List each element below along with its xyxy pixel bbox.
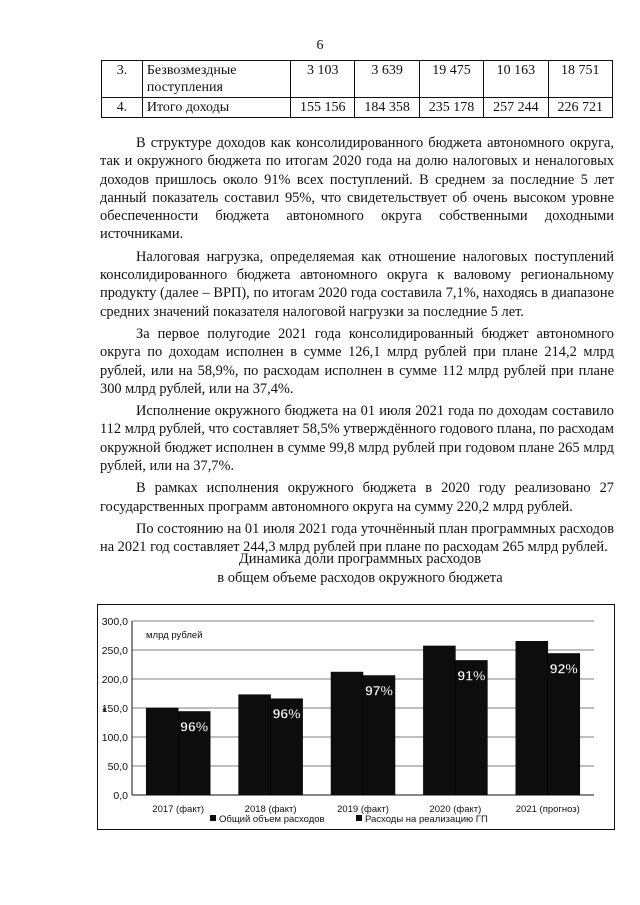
y-tick-label: 250,0 — [101, 645, 128, 657]
table-row — [102, 61, 613, 98]
table-cell: 184 358 — [355, 98, 419, 118]
table-cell: 18 751 — [548, 61, 612, 98]
bar — [516, 641, 548, 795]
chart-title-line: Динамика доли программных расходов — [238, 551, 482, 567]
paragraph: По состоянию на 01 июля 2021 года уточнённый план программных расходов на 2021 год составляет 244,3 млрд рублей при плане по расходам 265 млрд рублей. — [100, 520, 614, 556]
paragraph: Исполнение окружного бюджета на 01 июля 2021 года по доходам составило 112 млрд рублей, что составляет 58,5% утверждённого годового плана, по расходам окружной бюджет исполнен в сумме 99,8 млрд рублей при годовом плане 265 млрд рублей, или на 37,7%. — [100, 403, 614, 475]
chart-title-line: в общем объеме расходов окружного бюджета — [217, 570, 503, 586]
y-tick-label: 150,0 — [101, 703, 128, 715]
row-label: Итого доходы — [142, 98, 290, 118]
table-cell: 226 721 — [548, 98, 612, 118]
y-tick-label: 100,0 — [101, 732, 128, 744]
x-tick-label: 2021 (прогноз) — [515, 804, 580, 815]
table-cell: 235 178 — [419, 98, 483, 118]
percent-label: 96% — [272, 705, 301, 722]
income-table — [101, 60, 613, 118]
x-tick-label: 2018 (факт) — [244, 804, 297, 815]
x-tick-label: 2020 (факт) — [429, 804, 482, 815]
y-tick-label: 300,0 — [101, 616, 128, 628]
percent-label: 91% — [457, 667, 486, 684]
row-number: 4. — [102, 98, 143, 118]
chart-title — [100, 550, 620, 588]
bar — [423, 646, 455, 795]
program-expenses-chart — [97, 604, 615, 830]
percent-label: 96% — [180, 718, 209, 735]
table-cell: 19 475 — [419, 61, 483, 98]
body-text — [100, 134, 614, 561]
percent-label: 92% — [549, 660, 578, 677]
table-cell: 257 244 — [484, 98, 548, 118]
y-tick-label: 0,0 — [113, 790, 128, 802]
table-cell: 3 103 — [291, 61, 355, 98]
legend-swatch — [210, 815, 216, 821]
table-cell: 10 163 — [484, 61, 548, 98]
table-cell: 3 639 — [355, 61, 419, 98]
y-tick-label: 200,0 — [101, 674, 128, 686]
paragraph: За первое полугодие 2021 года консолидированный бюджет автономного округа по доходам исполнен в сумме 126,1 млрд рублей при плане 214,2 млрд рублей, или на 58,9%, по расходам исполнен в сумме 112 млрд рублей при плане 300 млрд рублей, или на 37,4%. — [100, 325, 614, 397]
paragraph: Налоговая нагрузка, определяемая как отношение налоговых поступлений консолидированного бюджета автономного округа к валовому региональному продукту (далее – ВРП), по итогам 2020 года составила 7,1%, находясь в диапазоне средних значений показателя налоговой нагрузки за последние 5 лет. — [100, 248, 614, 320]
unit-label: млрд рублей — [146, 630, 203, 641]
bar — [239, 695, 271, 795]
paragraph: В рамках исполнения окружного бюджета в 2020 году реализовано 27 государственных программ автономного округа на сумму 220,2 млрд рублей. — [100, 480, 614, 515]
legend-swatch — [356, 815, 362, 821]
y-tick-label: 50,0 — [107, 761, 128, 773]
row-label: Безвозмездные поступления — [142, 61, 290, 98]
table-row — [102, 98, 613, 118]
legend-label: Расходы на реализацию ГП — [365, 814, 488, 825]
percent-label: 97% — [364, 682, 394, 699]
legend-label: Общий объем расходов — [219, 814, 325, 825]
bar — [331, 672, 363, 795]
x-tick-label: 2017 (факт) — [152, 804, 205, 815]
row-number: 3. — [102, 61, 143, 98]
page-number: 6 — [316, 38, 324, 53]
x-tick-label: 2019 (факт) — [337, 804, 389, 815]
paragraph: В структуре доходов как консолидированного бюджета автономного округа, так и окружного бюджета по итогам 2020 года на долю налоговых и неналоговых доходов пришлось около 91% всех поступлений. В среднем за последние 5 лет данный показатель составил 95%, что свидетельствует об очень высоком уровне обеспеченности бюджета автономного округа собственными доходными источниками. — [100, 135, 614, 243]
table-cell: 155 156 — [291, 98, 355, 118]
chart-svg — [98, 605, 614, 829]
bar — [146, 708, 178, 795]
